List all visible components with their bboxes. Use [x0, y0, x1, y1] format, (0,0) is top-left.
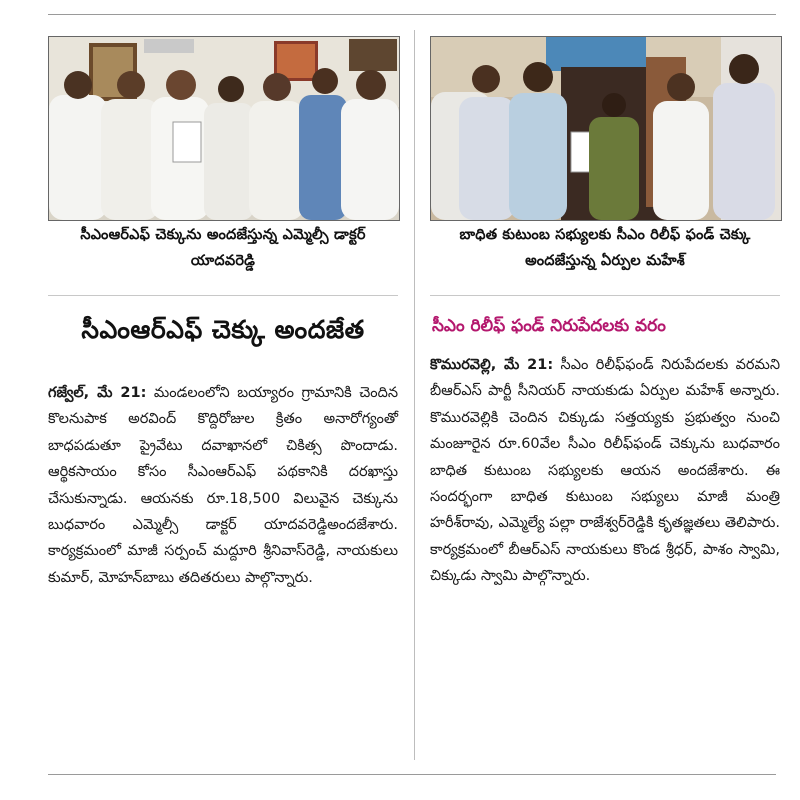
dateline-right: కొమురవెల్లి, మే 21: [430, 357, 554, 373]
photo-caption-right: బాధిత కుటుంబ సభ్యులకు సీఎం రిలీఫ్ ఫండ్ చెక్కు అందజేస్తున్న ఏర్పుల మహేశ్ [459, 227, 751, 269]
caption-rule-left [48, 295, 398, 296]
story-body-left [48, 380, 398, 591]
column-divider [414, 30, 415, 760]
story-body-right [430, 352, 780, 590]
subhead-right: సీఎం రిలీఫ్ ఫండ్ నిరుపేదలకు వరం [432, 316, 666, 336]
story-text-right: సీఎం రిలీఫ్‌ఫండ్ నిరుపేదలకు వరమని బీఆర్ఎస్ పార్టీ సీనియర్ నాయకుడు ఏర్పుల మహేశ్ అన్నారు. కొమురవెల్లికి చెందిన చిక్కుడు సత్తయ్యకు ప్రభుత్వం నుంచి మంజూరైన రూ.60వేల సీఎం రిలీఫ్‌ఫండ్ చెక్కును బుధవారం బాధిత కుటుంబ సభ్యులకు ఆయన అందజేశారు. ఈ సందర్భంగా బాధిత కుటుంబ సభ్యులు మాజీ మంత్రి హరీశ్‌రావు, ఎమ్మెల్యే పల్లా రాజేశ్వర్‌రెడ్డికి కృతజ్ఞతలు తెలిపారు. కార్యక్రమంలో బీఆర్ఎస్ నాయకులు కొండ శ్రీధర్, పాశం స్వామి, చిక్కుడు స్వామి పాల్గొన్నారు. [430, 357, 780, 585]
news-photo-left [48, 36, 400, 221]
news-photo-right [430, 36, 782, 221]
bottom-rule [48, 774, 776, 775]
news-photo-right-image [431, 37, 781, 220]
dateline-left: గజ్వేల్, మే 21: [48, 385, 147, 401]
photo-caption-left: సీఎంఆర్ఎఫ్ చెక్కును అందజేస్తున్న ఎమ్మెల్సీ డాక్టర్ యాదవరెడ్డి [80, 227, 366, 269]
top-rule [48, 14, 776, 15]
caption-rule-right [430, 295, 780, 296]
story-text-left: మండలంలోని బయ్యారం గ్రామానికి చెందిన కొలనుపాక అరవింద్ కొద్దిరోజుల క్రితం అనారోగ్యంతో బాధపడుతూ ప్రైవేటు దవాఖానలో చికిత్స పొందాడు. ఆర్థికసాయం కోసం సీఎంఆర్ఎఫ్ పథకానికి దరఖాస్తు చేసుకున్నాడు. ఆయనకు రూ.18,500 విలువైన చెక్కును బుధవారం ఎమ్మెల్సీ డాక్టర్ యాదవరెడ్డిఅందజేశారు. కార్యక్రమంలో మాజీ సర్పంచ్ మద్దూరి శ్రీనివాస్‌రెడ్డి, నాయకులు కుమార్, మోహన్‌బాబు తదితరులు పాల్గొన్నారు. [48, 385, 399, 586]
news-photo-left-image [49, 37, 399, 220]
headline-left: సీఎంఆర్ఎఫ్ చెక్కు అందజేత [81, 315, 365, 344]
